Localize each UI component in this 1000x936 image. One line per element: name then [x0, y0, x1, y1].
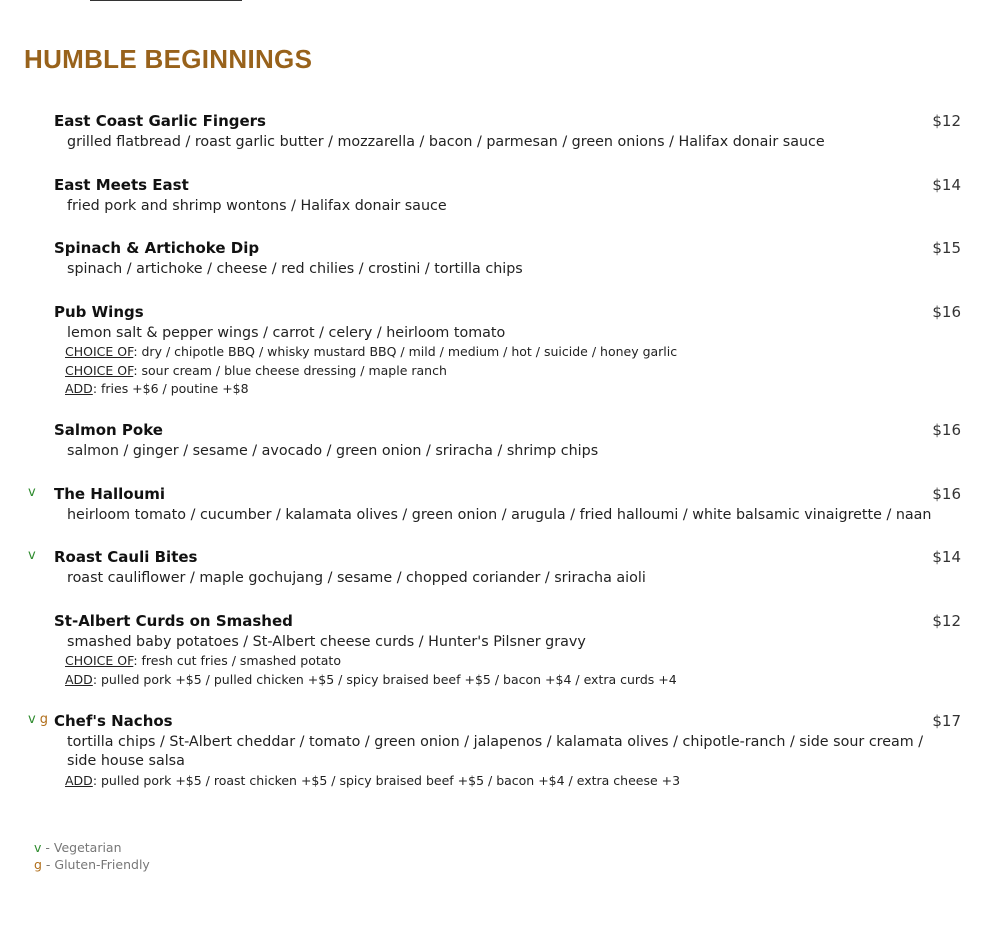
item-price: $14 [932, 176, 961, 194]
item-name: Pub Wings [54, 303, 144, 321]
option-text: : dry / chipotle BBQ / whisky mustard BBQ / mild / medium / hot / suicide / honey garlic [133, 344, 678, 359]
item-option [65, 653, 341, 668]
item-description: fried pork and shrimp wontons / Halifax donair sauce [67, 198, 447, 214]
option-text: : sour cream / blue cheese dressing / maple ranch [133, 363, 447, 378]
item-name: Salmon Poke [54, 421, 163, 439]
option-label: CHOICE OF [65, 363, 134, 378]
item-description: salmon / ginger / sesame / avocado / green onion / sriracha / shrimp chips [67, 443, 599, 459]
item-name: Spinach & Artichoke Dip [54, 239, 260, 257]
legend-veg-text: - Vegetarian [41, 840, 122, 855]
item-option [65, 381, 249, 396]
item-option [65, 672, 677, 687]
legend-veg-mark: v [34, 840, 42, 855]
item-description: grilled flatbread / roast garlic butter / mozzarella / bacon / parmesan / green onions / Halifax donair sauce [67, 134, 825, 150]
option-text: : fresh cut fries / smashed potato [133, 653, 341, 668]
option-text: : pulled pork +$5 / pulled chicken +$5 / spicy braised beef +$5 / bacon +$4 / extra curds +4 [92, 672, 677, 687]
item-name: Roast Cauli Bites [54, 548, 198, 566]
vegetarian-marker: v [28, 485, 36, 500]
option-label: ADD [65, 773, 93, 788]
item-option [65, 773, 680, 788]
option-text: : pulled pork +$5 / roast chicken +$5 / spicy braised beef +$5 / bacon +$4 / extra cheese +3 [92, 773, 681, 788]
item-name: East Meets East [54, 176, 189, 194]
item-name: Chef's Nachos [54, 712, 173, 730]
item-name: East Coast Garlic Fingers [54, 112, 266, 130]
diet-markers [28, 548, 36, 563]
option-label: ADD [65, 672, 93, 687]
item-description: smashed baby potatoes / St-Albert cheese curds / Hunter's Pilsner gravy [67, 634, 586, 650]
option-label: ADD [65, 381, 93, 396]
item-price: $16 [932, 421, 961, 439]
item-price: $16 [932, 485, 961, 503]
item-price: $12 [932, 112, 961, 130]
item-price: $17 [932, 712, 961, 730]
item-description: roast cauliflower / maple gochujang / sesame / chopped coriander / sriracha aioli [67, 570, 646, 586]
legend-gf-text: - Gluten-Friendly [41, 857, 150, 872]
diet-markers [28, 712, 48, 727]
option-label: CHOICE OF [65, 344, 134, 359]
item-price: $14 [932, 548, 961, 566]
option-label: CHOICE OF [65, 653, 134, 668]
diet-markers [28, 485, 36, 500]
legend-gf-mark: g [34, 857, 42, 872]
item-price: $15 [932, 239, 961, 257]
dietary-legend [34, 840, 150, 874]
legend-vegetarian [34, 840, 150, 857]
top-divider [90, 0, 242, 1]
item-price: $16 [932, 303, 961, 321]
item-description: lemon salt & pepper wings / carrot / celery / heirloom tomato [67, 325, 506, 341]
section-title: HUMBLE BEGINNINGS [24, 44, 313, 74]
vegetarian-marker: v [28, 712, 36, 727]
item-description: tortilla chips / St-Albert cheddar / tomato / green onion / jalapenos / kalamata olives / chipotle-ranch / side sour cream / side house salsa [67, 734, 924, 769]
item-name: The Halloumi [54, 485, 166, 503]
item-option [65, 363, 447, 378]
gluten-friendly-marker: g [39, 712, 48, 727]
item-name: St-Albert Curds on Smashed [54, 612, 293, 630]
option-text: : fries +$6 / poutine +$8 [92, 381, 249, 396]
item-option [65, 344, 677, 359]
item-price: $12 [932, 612, 961, 630]
vegetarian-marker: v [28, 548, 36, 563]
item-description: spinach / artichoke / cheese / red chilies / crostini / tortilla chips [67, 261, 523, 277]
legend-gluten-friendly [34, 857, 150, 874]
item-description: heirloom tomato / cucumber / kalamata olives / green onion / arugula / fried halloumi / white balsamic vinaigrette / naan [67, 507, 932, 523]
